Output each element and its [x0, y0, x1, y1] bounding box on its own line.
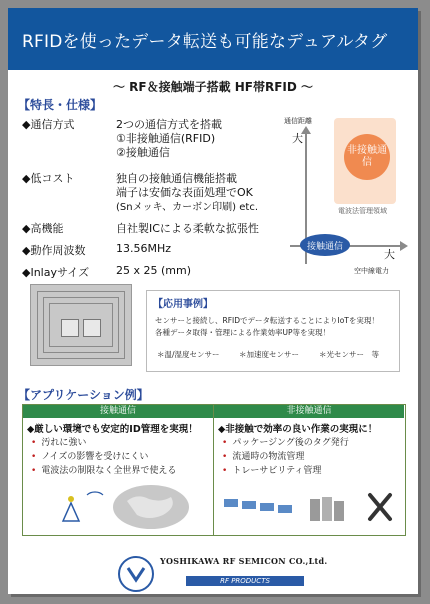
applications-table [22, 404, 406, 536]
spec-value: 13.56MHz [116, 242, 172, 255]
contact-item: • 電波法の制限なく全世界で使える [31, 466, 177, 476]
contact-item: • 汚れに強い [31, 438, 87, 448]
flyer-page [8, 8, 418, 594]
contact-lead: ◆厳しい環境でも安定的ID管理を実現！ [27, 424, 198, 435]
spec-value: 端子は安価な表面処理でOK [116, 186, 253, 199]
use-case-box [146, 290, 400, 372]
products-banner: RF PRODUCTS [186, 576, 304, 586]
contact-column [23, 405, 214, 535]
y-axis-label: 通信距離 [284, 117, 312, 125]
header-banner [8, 8, 418, 70]
use-case-line: 各種データ取得・管理による作業効率UP等を実現！ [155, 328, 331, 337]
noncontact-column-header: 非接触通信 [214, 405, 404, 418]
noncontact-column [214, 405, 404, 535]
spec-value: 2つの通信方式を搭載 [116, 118, 222, 131]
spec-value: ①非接触通信(RFID) [116, 132, 216, 145]
x-axis-arrow [400, 241, 408, 251]
logistics-icon [220, 485, 400, 531]
use-case-line: センサーと接続し、RFIDでデータ転送することによりIoTを実現！ [155, 316, 379, 325]
noncontact-item: • パッケージング後のタグ発行 [222, 438, 349, 448]
applications-heading: 【アプリケーション例】 [18, 388, 149, 402]
sensor-item: ＊光センサー 等 [319, 350, 379, 359]
use-case-heading: 【応用事例】 [153, 299, 213, 310]
sensor-item: ＊温/湿度センサー [157, 350, 220, 359]
x-axis-label: 空中線電力 [354, 267, 389, 275]
spec-label: ◆動作周波数 [22, 244, 86, 257]
y-axis-big: 大 [292, 132, 303, 145]
contact-bubble: 接触通信 [300, 234, 350, 256]
subtitle: 〜 RF＆接触端子搭載 HF帯RFID 〜 [112, 80, 314, 94]
spec-value: 自社製ICによる柔軟な拡張性 [116, 222, 259, 235]
company-name: YOSHIKAWA RF SEMICON CO.,Ltd. [160, 556, 328, 566]
spec-label: ◆通信方式 [22, 118, 75, 131]
x-axis-big: 大 [384, 248, 395, 261]
features-heading: 【特長・仕様】 [18, 98, 103, 112]
contact-column-header: 接触通信 [23, 405, 213, 418]
spec-label: ◆低コスト [22, 172, 75, 185]
noncontact-bubble: 非接触通信 [344, 134, 390, 180]
noncontact-item: • 流通時の物流管理 [222, 452, 305, 462]
spec-label: ◆Inlayサイズ [22, 266, 90, 279]
noncontact-lead: ◆非接触で効率の良い作業の実現に！ [218, 424, 378, 435]
company-logo-icon [118, 556, 154, 592]
spec-value: 独自の接触通信機能搭載 [116, 172, 237, 185]
spec-value: ②接触通信 [116, 146, 170, 159]
spec-value: 25 x 25 (mm) [116, 264, 192, 277]
radio-law-label: 電波法管理領域 [338, 207, 387, 215]
contact-item: • ノイズの影響を受けにくい [31, 452, 149, 462]
spec-label: ◆高機能 [22, 222, 64, 235]
noncontact-item: • トレーサビリティ管理 [222, 466, 322, 476]
spec-value: (Snメッキ、カーボン印刷) etc. [116, 202, 259, 213]
sensor-item: ＊加速度センサー [239, 350, 299, 359]
rfid-inlay-image [30, 284, 132, 366]
page-title: RFIDを使ったデータ転送も可能なデュアルタグ [22, 32, 388, 52]
world-map-icon [53, 481, 193, 531]
